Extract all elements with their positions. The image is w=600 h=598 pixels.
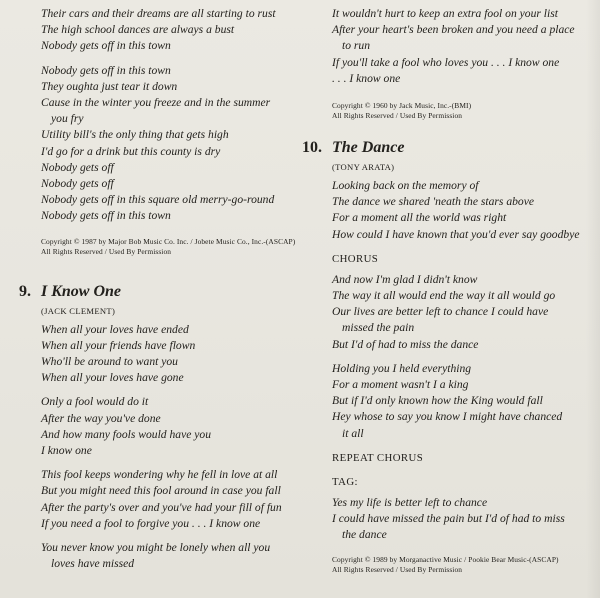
song-author: (JACK CLEMENT): [41, 305, 116, 316]
song-10-heading: [302, 139, 594, 157]
lyric-line: Only a fool would do it: [41, 395, 149, 409]
song9-stanza-1: [41, 322, 303, 387]
lyric-line: Nobody gets off in this square old merry-go-round: [41, 193, 275, 207]
song9-stanza-4: [41, 540, 303, 572]
lyric-line: it all: [342, 426, 364, 440]
lyric-line: But you might need this fool around in case you fall: [41, 484, 281, 498]
lyric-line: But I'd of had to miss the dance: [332, 337, 479, 351]
lyric-line: Looking back on the memory of: [332, 179, 479, 193]
lyric-line: Hey whose to say you know I might have chanced: [332, 410, 563, 424]
song10-tag: [332, 495, 594, 544]
page-edge-shadow: [586, 0, 600, 598]
left-column: [19, 6, 303, 572]
lyric-line: Holding you I held everything: [332, 361, 472, 375]
lyric-line: the dance: [342, 528, 387, 542]
lyric-line: If you need a fool to forgive you . . . I know one: [41, 516, 261, 530]
lyric-line: After the party's over and you've had your fill of fun: [41, 500, 282, 514]
lyric-line: missed the pain: [342, 321, 415, 335]
lyric-line: This fool keeps wondering why he fell in love at all: [41, 468, 278, 482]
lyric-line: After your heart's been broken and you need a place: [332, 23, 575, 37]
song-number: 10.: [302, 139, 322, 157]
song10-chorus: [332, 272, 594, 353]
lyric-line: Nobody gets off in this town: [41, 39, 171, 53]
lyric-line: I could have missed the pain but I'd of had to miss: [332, 512, 565, 526]
lyric-line: After the way you've done: [41, 411, 161, 425]
lyric-line: For a moment wasn't I a king: [332, 378, 469, 392]
lyric-line: The way it all would end the way it all would go: [332, 289, 556, 303]
repeat-chorus-label: REPEAT CHORUS: [332, 451, 424, 464]
tag-label: TAG:: [332, 475, 358, 488]
chorus-label: CHORUS: [332, 252, 379, 265]
song8-stanza-1: [41, 6, 303, 55]
lyric-line: Nobody gets off: [41, 177, 114, 191]
lyric-line: Their cars and their dreams are all starting to rust: [41, 7, 276, 20]
lyric-line: And now I'm glad I didn't know: [332, 272, 478, 286]
lyric-line: You never know you might be lonely when all you: [41, 541, 271, 555]
song-9-heading: [19, 282, 303, 301]
lyric-line: I know one: [41, 444, 92, 458]
lyric-line: Nobody gets off: [41, 160, 114, 174]
lyric-line: The high school dances are always a bust: [41, 23, 235, 37]
lyric-line: Utility bill's the only thing that gets high: [41, 128, 229, 142]
lyric-line: But if I'd only known how the King would fall: [332, 394, 543, 408]
lyric-line: They oughta just tear it down: [41, 79, 178, 93]
lyric-line: Cause in the winter you freeze and in the summer: [41, 96, 271, 110]
lyric-line: If you'll take a fool who loves you . . . I know one: [332, 55, 560, 69]
lyric-line: you fry: [51, 112, 84, 126]
song-number: 9.: [19, 282, 31, 300]
lyric-line: For a moment all the world was right: [332, 211, 507, 225]
copyright-line: All Rights Reserved / Used By Permission: [41, 246, 172, 256]
lyric-line: loves have missed: [51, 557, 135, 571]
lyric-line: The dance we shared 'neath the stars above: [332, 195, 535, 209]
lyric-line: Nobody gets off in this town: [41, 209, 171, 223]
lyric-line: When all your loves have gone: [41, 371, 184, 385]
song9-stanza-2: [41, 394, 303, 459]
copyright-line: All Rights Reserved / Used By Permission: [332, 565, 463, 575]
lyric-line: Nobody gets off in this town: [41, 63, 171, 77]
copyright-line: All Rights Reserved / Used By Permission: [332, 111, 463, 121]
song9-copyright: [332, 101, 594, 121]
copyright-line: Copyright © 1989 by Morganactive Music / Pookie Bear Music-(ASCAP): [332, 555, 559, 565]
lyric-line: How could I have known that you'd ever say goodbye: [332, 227, 580, 241]
copyright-line: Copyright © 1960 by Jack Music, Inc.-(BMI): [332, 101, 472, 111]
right-column: [302, 6, 594, 575]
copyright-line: Copyright © 1987 by Major Bob Music Co. Inc. / Jobete Music Co., Inc.-(ASCAP): [41, 236, 296, 246]
lyric-line: When all your friends have flown: [41, 338, 196, 352]
lyric-line: It wouldn't hurt to keep an extra fool on your list: [332, 7, 558, 20]
lyric-line: And how many fools would have you: [41, 427, 212, 441]
song8-stanza-2: [41, 63, 303, 225]
song9-continued-stanza: [332, 6, 594, 87]
lyric-line: When all your loves have ended: [41, 322, 189, 336]
song8-copyright: [41, 237, 303, 257]
song9-stanza-3: [41, 467, 303, 532]
song10-stanza-2: [332, 361, 594, 442]
song10-stanza-1: [332, 178, 594, 243]
song-author: (TONY ARATA): [332, 162, 395, 173]
lyric-line: I'd go for a drink but this county is dry: [41, 144, 221, 158]
lyric-line: . . . I know one: [332, 71, 401, 85]
lyric-line: to run: [342, 39, 371, 53]
song10-copyright: [332, 555, 594, 575]
song-title: The Dance: [332, 139, 405, 157]
song-title: I Know One: [41, 282, 122, 300]
lyric-line: Who'll be around to want you: [41, 355, 178, 369]
lyric-line: Yes my life is better left to chance: [332, 495, 488, 509]
lyric-line: Our lives are better left to chance I could have: [332, 305, 549, 319]
